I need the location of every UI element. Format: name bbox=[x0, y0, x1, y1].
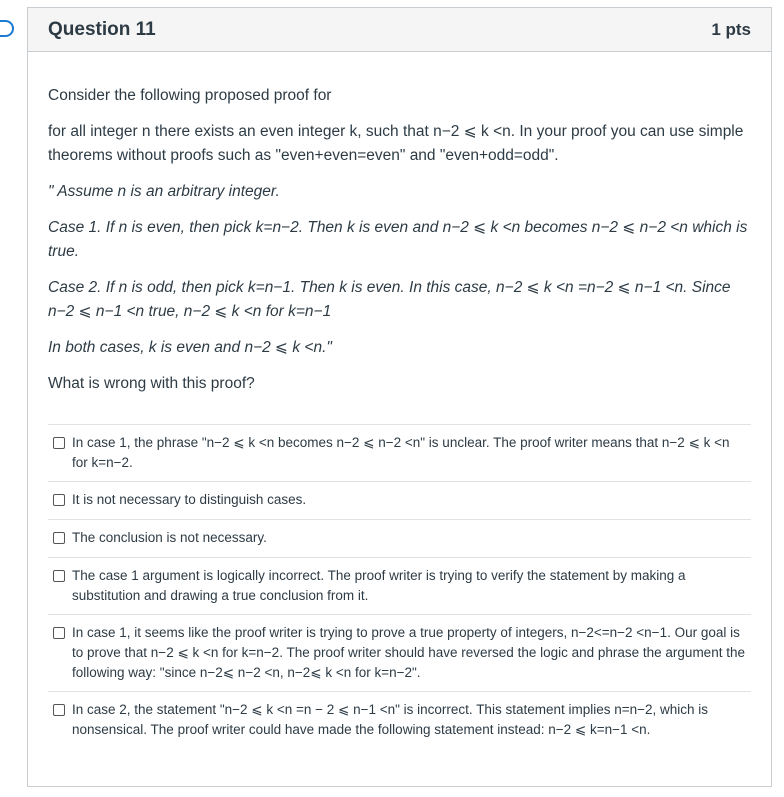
answer-list bbox=[48, 424, 751, 748]
flag-question-icon[interactable] bbox=[0, 20, 14, 37]
question-paragraph: Consider the following proposed proof for bbox=[48, 87, 332, 104]
answer-checkbox[interactable] bbox=[53, 494, 65, 506]
answer-checkbox[interactable] bbox=[53, 704, 65, 716]
question-paragraph: for all integer n there exists an even integer k, such that n−2 ⩽ k <n. In your proof you can use simple theorems without proofs such as "even+even=even" and "even+odd=odd". bbox=[48, 123, 744, 164]
answer-checkbox[interactable] bbox=[53, 570, 65, 582]
answer-label[interactable]: In case 1, the phrase "n−2 ⩽ k <n becomes n−2 ⩽ n−2 <n" is unclear. The proof writer means that n−2 ⩽ k <n for k=n−2. bbox=[72, 435, 730, 470]
answer-label[interactable]: It is not necessary to distinguish cases. bbox=[72, 492, 307, 507]
question-prompt: What is wrong with this proof? bbox=[48, 375, 255, 392]
question-title: Question 11 bbox=[48, 18, 156, 40]
answer-label[interactable]: In case 1, it seems like the proof writer is trying to prove a true property of integers, n−2<=n−2 <n−1. Our goal is to prove that n−2 ⩽ k <n for k=n−2. The proof writer should have reversed the logic and phrase the argument the following way: "since n−2⩽ n−2 <n, n−2⩽ k <n for k=n−2". bbox=[72, 625, 745, 680]
answer-option[interactable] bbox=[48, 614, 751, 691]
answer-checkbox[interactable] bbox=[53, 627, 65, 639]
answer-checkbox[interactable] bbox=[53, 437, 65, 449]
question-points: 1 pts bbox=[711, 19, 751, 39]
answer-label[interactable]: In case 2, the statement "n−2 ⩽ k <n =n − 2 ⩽ n−1 <n" is incorrect. This statement implies n=n−2, which is nonsensical. The proof writer could have made the following statement instead: n−2 ⩽ k=n−1 <n. bbox=[72, 702, 709, 737]
proof-paragraph: Case 2. If n is odd, then pick k=n−1. Then k is even. In this case, n−2 ⩽ k <n =n−2 ⩽ n−1 <n. Since n−2 ⩽ n−1 <n true, n−2 ⩽ k <n for k=n−1 bbox=[48, 279, 731, 320]
answer-option[interactable] bbox=[48, 691, 751, 748]
answer-checkbox[interactable] bbox=[53, 532, 65, 544]
answer-label[interactable]: The conclusion is not necessary. bbox=[72, 530, 267, 545]
proof-paragraph: In both cases, k is even and n−2 ⩽ k <n." bbox=[48, 339, 332, 356]
question-header bbox=[28, 8, 771, 52]
answer-option[interactable] bbox=[48, 481, 751, 519]
question-card bbox=[27, 7, 772, 787]
question-body bbox=[28, 52, 771, 748]
answer-option[interactable] bbox=[48, 424, 751, 481]
answer-label[interactable]: The case 1 argument is logically incorrect. The proof writer is trying to verify the statement by making a substitution and drawing a true conclusion from it. bbox=[72, 568, 686, 603]
answer-option[interactable] bbox=[48, 519, 751, 557]
proof-paragraph: " Assume n is an arbitrary integer. bbox=[48, 183, 280, 200]
question-text bbox=[48, 84, 751, 396]
proof-paragraph: Case 1. If n is even, then pick k=n−2. Then k is even and n−2 ⩽ k <n becomes n−2 ⩽ n−2 <n which is true. bbox=[48, 219, 748, 260]
answer-option[interactable] bbox=[48, 557, 751, 614]
